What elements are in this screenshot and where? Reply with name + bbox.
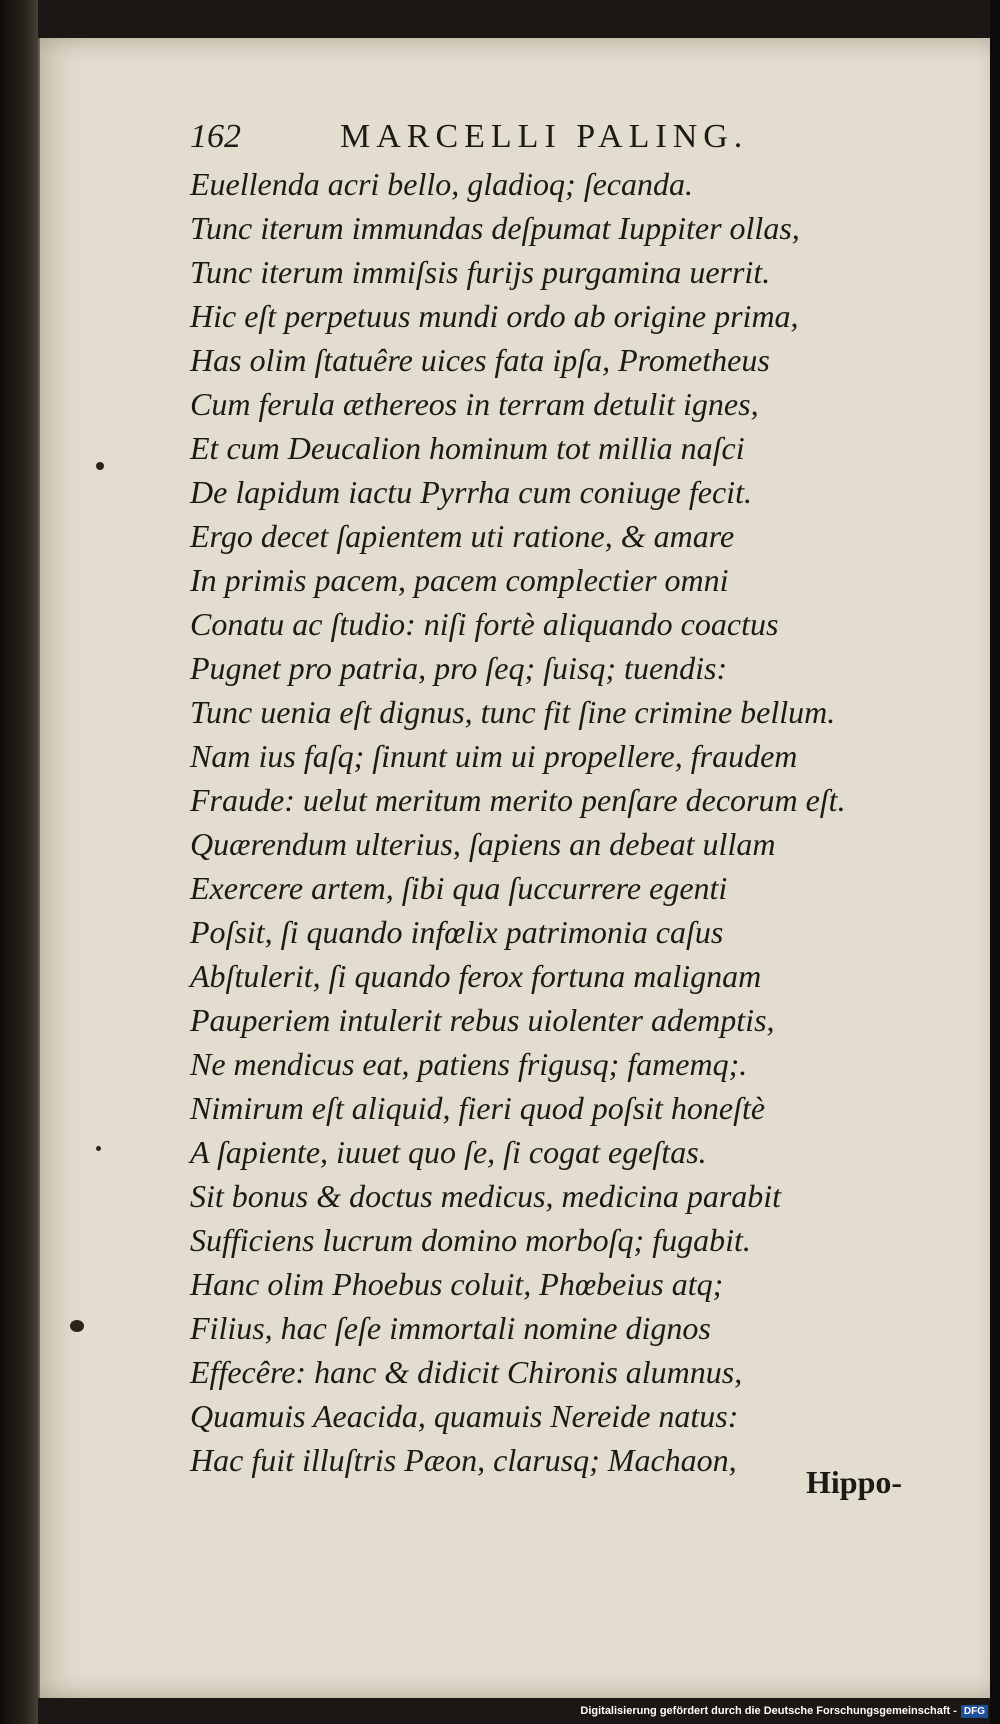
verse-line: Filius, hac ſeſe immortali nomine dignos: [190, 1310, 711, 1346]
book-spine-shadow: [0, 0, 38, 1724]
ink-spot: [70, 1320, 84, 1332]
verse-line: Quamuis Aeacida, quamuis Nereide natus:: [190, 1398, 739, 1434]
verse-line: Tunc uenia eſt dignus, tunc fit ſine crimine bellum.: [190, 694, 836, 730]
running-head: MARCELLI PALING.: [340, 118, 749, 155]
verse-line: Has olim ſtatuêre uices fata ipſa, Prometheus: [190, 342, 770, 378]
verse-line: In primis pacem, pacem complectier omni: [190, 562, 729, 598]
verse-line: Conatu ac ſtudio: niſi fortè aliquando coactus: [190, 606, 779, 642]
page-number: 162: [190, 118, 241, 155]
verse-line: Hac fuit illuſtris Pæon, clarusq; Machaon,: [190, 1442, 737, 1478]
verse-line: Pugnet pro patria, pro ſeq; ſuisq; tuendis:: [190, 650, 728, 686]
verse-line: Effecêre: hanc & didicit Chironis alumnus,: [190, 1354, 743, 1390]
verse-line: Nimirum eſt aliquid, fieri quod poſsit honeſtè: [190, 1090, 766, 1126]
dfg-logo: DFG: [961, 1705, 988, 1718]
verse-line: Euellenda acri bello, gladioq; ſecanda.: [190, 166, 693, 202]
verse-line: Et cum Deucalion hominum tot millia naſci: [190, 430, 745, 466]
catchword: Hippo-: [806, 1464, 903, 1500]
verse-line: Tunc iterum immundas deſpumat Iuppiter ollas,: [190, 210, 800, 246]
verse-line: Nam ius faſq; ſinunt uim ui propellere, fraudem: [190, 738, 798, 774]
verse-line: Fraude: uelut meritum merito penſare decorum eſt.: [190, 782, 846, 818]
verse-text-block: [190, 162, 910, 1482]
verse-line: Pauperiem intulerit rebus uiolenter ademptis,: [190, 1002, 775, 1038]
verse-line: De lapidum iactu Pyrrha cum coniuge fecit.: [190, 474, 752, 510]
verse-line: Poſsit, ſi quando infœlix patrimonia caſus: [190, 914, 724, 950]
verse-line: Exercere artem, ſibi qua ſuccurrere egenti: [190, 870, 728, 906]
verse-line: A ſapiente, iuuet quo ſe, ſi cogat egeſtas.: [190, 1134, 707, 1170]
verse-line: Quærendum ulterius, ſapiens an debeat ullam: [190, 826, 776, 862]
verse-line: Abſtulerit, ſi quando ferox fortuna malignam: [190, 958, 762, 994]
verse-line: Hanc olim Phoebus coluit, Phœbeius atq;: [190, 1266, 724, 1302]
ink-spot: [96, 1146, 101, 1151]
verse-line: Ergo decet ſapientem uti ratione, & amare: [190, 518, 735, 554]
verse-line: Ne mendicus eat, patiens frigusq; famemq;.: [190, 1046, 748, 1082]
ink-spot: [96, 462, 104, 470]
credit-text: Digitalisierung gefördert durch die Deutsche Forschungsgemeinschaft -: [580, 1705, 957, 1717]
page-header: [190, 118, 830, 158]
verse-line: Hic eſt perpetuus mundi ordo ab origine prima,: [190, 298, 799, 334]
verse-line: Tunc iterum immiſsis furijs purgamina uerrit.: [190, 254, 771, 290]
digitization-credit: [580, 1702, 988, 1720]
verse-line: Sufficiens lucrum domino morboſq; fugabit.: [190, 1222, 751, 1258]
verse-line: Sit bonus & doctus medicus, medicina parabit: [190, 1178, 782, 1214]
verse-line: Cum ferula æthereos in terram detulit ignes,: [190, 386, 759, 422]
page-edge: [990, 0, 1000, 1724]
